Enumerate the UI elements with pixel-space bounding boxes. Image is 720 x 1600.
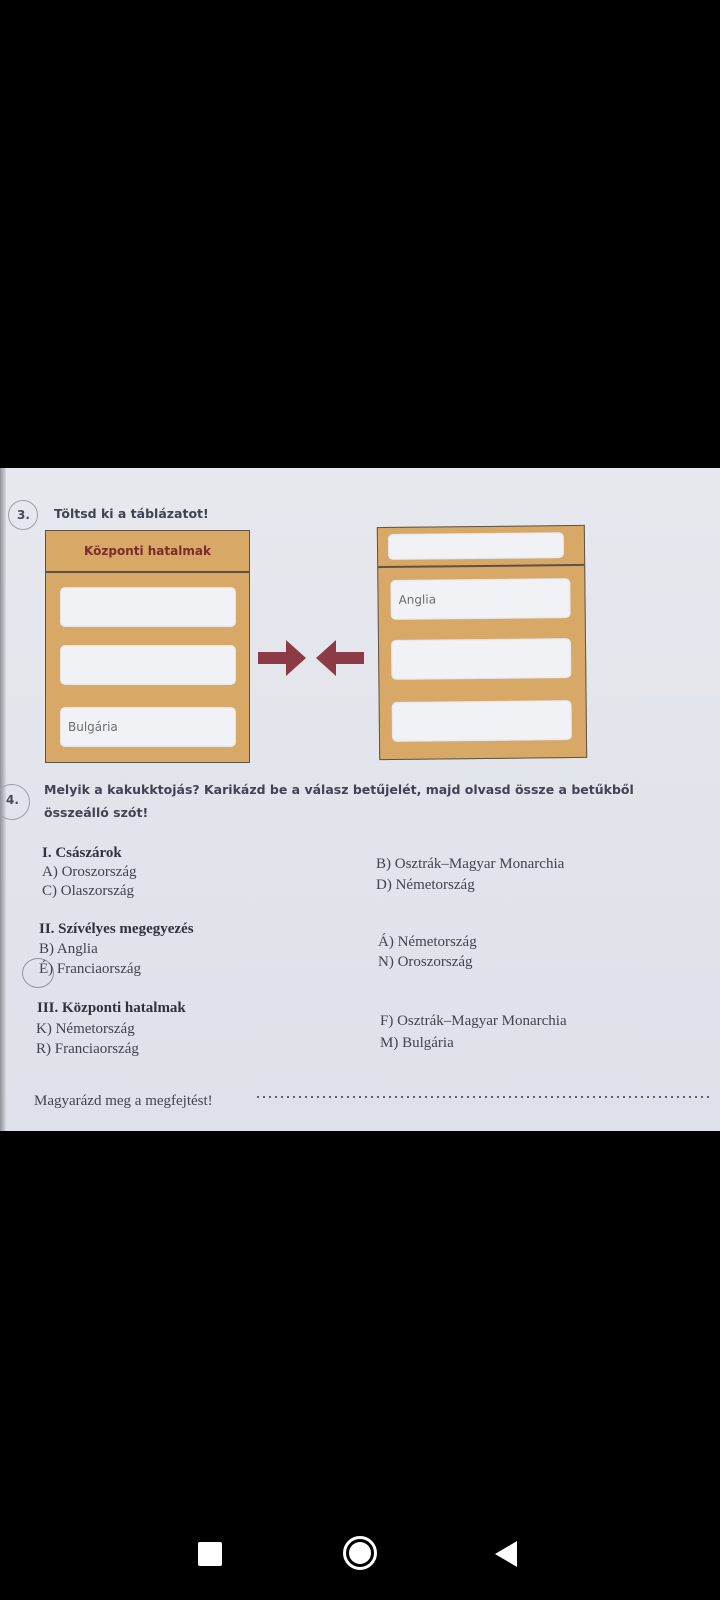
answer-line[interactable] — [255, 1096, 710, 1098]
table-row[interactable]: Anglia — [390, 578, 570, 620]
table-row[interactable] — [60, 587, 236, 627]
entente-table — [377, 525, 587, 760]
table-header-label: Központi hatalmak — [84, 544, 211, 558]
opposing-arrows-icon — [258, 636, 364, 680]
answer-option[interactable]: B) Anglia — [39, 941, 98, 957]
table-header — [378, 526, 584, 568]
group-heading: II. Szívélyes megegyezés — [39, 921, 194, 937]
table-row[interactable] — [60, 645, 236, 685]
exercise-4-title: Melyik a kakukktojás? Karikázd be a válasz betűjelét, majd olvasd össze a betűkből összeálló szót! — [44, 782, 634, 820]
exercise-3-number: 3. — [17, 508, 30, 522]
table-header-field[interactable] — [388, 532, 564, 560]
answer-option[interactable]: D) Németország — [376, 877, 475, 893]
group-heading: I. Császárok — [42, 845, 122, 861]
answer-option[interactable]: M) Bulgária — [380, 1035, 454, 1051]
table-header — [46, 531, 249, 573]
navigation-bar — [0, 1520, 720, 1590]
back-triangle-icon[interactable] — [494, 1540, 518, 1568]
exercise-4-number: 4. — [6, 793, 19, 807]
answer-option[interactable]: F) Osztrák–Magyar Monarchia — [380, 1013, 567, 1029]
answer-option[interactable]: A) Oroszország — [42, 864, 137, 880]
answer-option[interactable]: Á) Németország — [378, 934, 477, 950]
central-powers-table — [45, 530, 250, 763]
answer-option[interactable]: N) Oroszország — [378, 954, 473, 970]
table-row[interactable] — [391, 638, 571, 680]
home-circle-icon[interactable] — [342, 1535, 378, 1571]
group-heading: III. Központi hatalmak — [37, 1000, 186, 1016]
exercise-3-title: Töltsd ki a táblázatot! — [54, 506, 209, 521]
answer-option[interactable]: K) Németország — [36, 1021, 135, 1037]
answer-option[interactable]: B) Osztrák–Magyar Monarchia — [376, 856, 565, 872]
recents-square-icon[interactable] — [198, 1542, 222, 1566]
answer-option[interactable]: R) Franciaország — [36, 1041, 139, 1057]
table-row[interactable]: Bulgária — [60, 707, 236, 747]
table-row[interactable] — [392, 700, 572, 742]
answer-option[interactable]: É) Franciaország — [39, 961, 142, 977]
explain-prompt: Magyarázd meg a megfejtést! — [34, 1093, 213, 1109]
answer-option[interactable]: C) Olaszország — [42, 883, 135, 899]
